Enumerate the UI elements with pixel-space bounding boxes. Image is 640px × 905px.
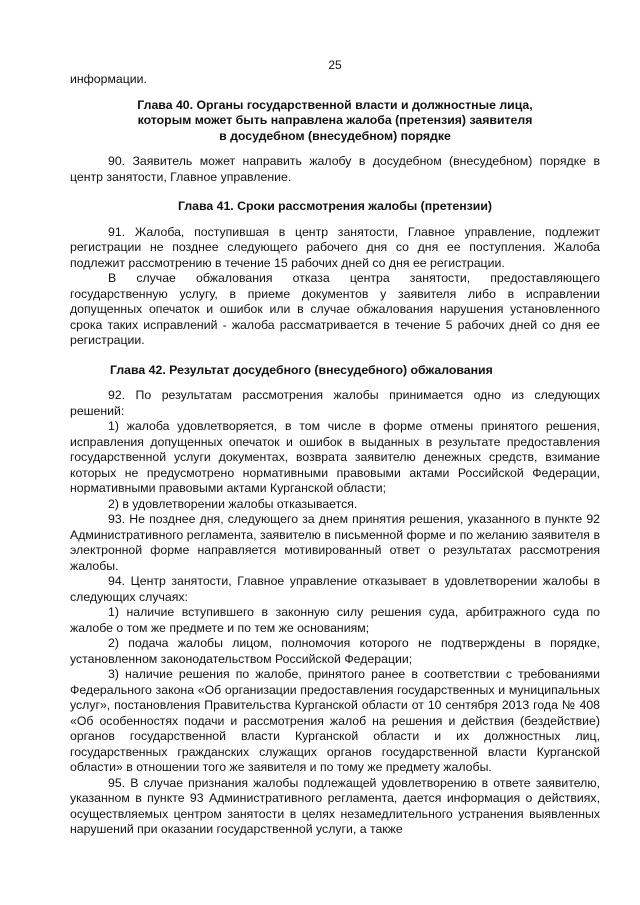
paragraph-93: 93. Не позднее дня, следующего за днем принятия решения, указанного в пункте 92 Административного регламента, заявителю в письменной форме и по желанию заявителя в электронной форме направляется мотивированный ответ о результатах рассмотрения жалобы. bbox=[70, 512, 600, 573]
chapter-41-heading: Глава 41. Сроки рассмотрения жалобы (претензии) bbox=[177, 199, 493, 213]
paragraph-94-item-1: 1) наличие вступившего в законную силу решения суда, арбитражного суда по жалобе о том же предмете и по тем же основаниям; bbox=[70, 605, 600, 635]
document-page bbox=[70, 0, 600, 905]
paragraph-92: 92. По результатам рассмотрения жалобы принимается одно из следующих решений: bbox=[70, 388, 600, 418]
page-number: 25 bbox=[328, 58, 342, 72]
paragraph-94-item-3: 3) наличие решения по жалобе, принятого ранее в соответствии с требованиями Федерального закона «Об организации предоставления государственных и муниципальных услуг», постановления Правительства Курганской области от 10 сентября 2013 года № 408 «Об особенностях подачи и рассмотрения жалоб на решения и действия (бездействие) органов государственной власти Курганской области и их должностных лиц, государственных гражданских служащих органов государственной власти Курганской области» в отношении того же заявителя и по тому же предмету жалобы. bbox=[70, 667, 600, 774]
paragraph-92-item-1: 1) жалоба удовлетворяется, в том числе в форме отмены принятого решения, исправления допущенных опечаток и ошибок в выданных в результате предоставления государственной услуги документах, возврата заявителю денежных средств, взимание которых не предусмотрено нормативными правовыми актами Российской Федерации, нормативными правовыми актами Курганской области; bbox=[70, 419, 600, 495]
document-body bbox=[70, 72, 600, 838]
paragraph-94-item-2: 2) подача жалобы лицом, полномочия которого не подтверждены в порядке, установленном законодательством Российской Федерации; bbox=[70, 636, 600, 666]
chapter-40-heading bbox=[70, 98, 600, 145]
paragraph-95: 95. В случае признания жалобы подлежащей удовлетворению в ответе заявителю, указанном в пункте 93 Административного регламента, дается информация о действиях, осуществляемых центром занятости в целях незамедлительного устранения выявленных нарушений при оказании государственной услуги, а также bbox=[70, 775, 600, 836]
chapter-40-heading-line: в досудебном (внесудебном) порядке bbox=[219, 128, 451, 143]
paragraph-90: 90. Заявитель может направить жалобу в досудебном (внесудебном) порядке в центр занятости, Главное управление. bbox=[70, 154, 600, 184]
paragraph-94: 94. Центр занятости, Главное управление отказывает в удовлетворении жалобы в следующих случаях: bbox=[70, 574, 600, 604]
paragraph-92-item-2: 2) в удовлетворении жалобы отказывается. bbox=[108, 496, 358, 511]
paragraph-91: 91. Жалоба, поступившая в центр занятости, Главное управление, подлежит регистрации не позднее следующего рабочего дня со дня ее поступления. Жалоба подлежит рассмотрению в течение 15 рабочих дней со дня ее регистрации. bbox=[70, 224, 600, 270]
chapter-42-heading: Глава 42. Результат досудебного (внесудебного) обжалования bbox=[110, 362, 493, 377]
chapter-40-heading-line: Глава 40. Органы государственной власти и должностные лица, bbox=[137, 97, 533, 112]
chapter-40-heading-line: которым может быть направлена жалоба (претензия) заявителя bbox=[137, 113, 533, 127]
paragraph-91-appeal-refusal: В случае обжалования отказа центра занятости, предоставляющего государственную услугу, в приеме документов у заявителя либо в исправлении допущенных опечаток и ошибок или в случае обжалования нарушения установленного срока таких исправлений - жалоба рассматривается в течение 5 рабочих дней со дня ее регистрации. bbox=[70, 271, 600, 347]
continuation-text: информации. bbox=[70, 72, 147, 86]
